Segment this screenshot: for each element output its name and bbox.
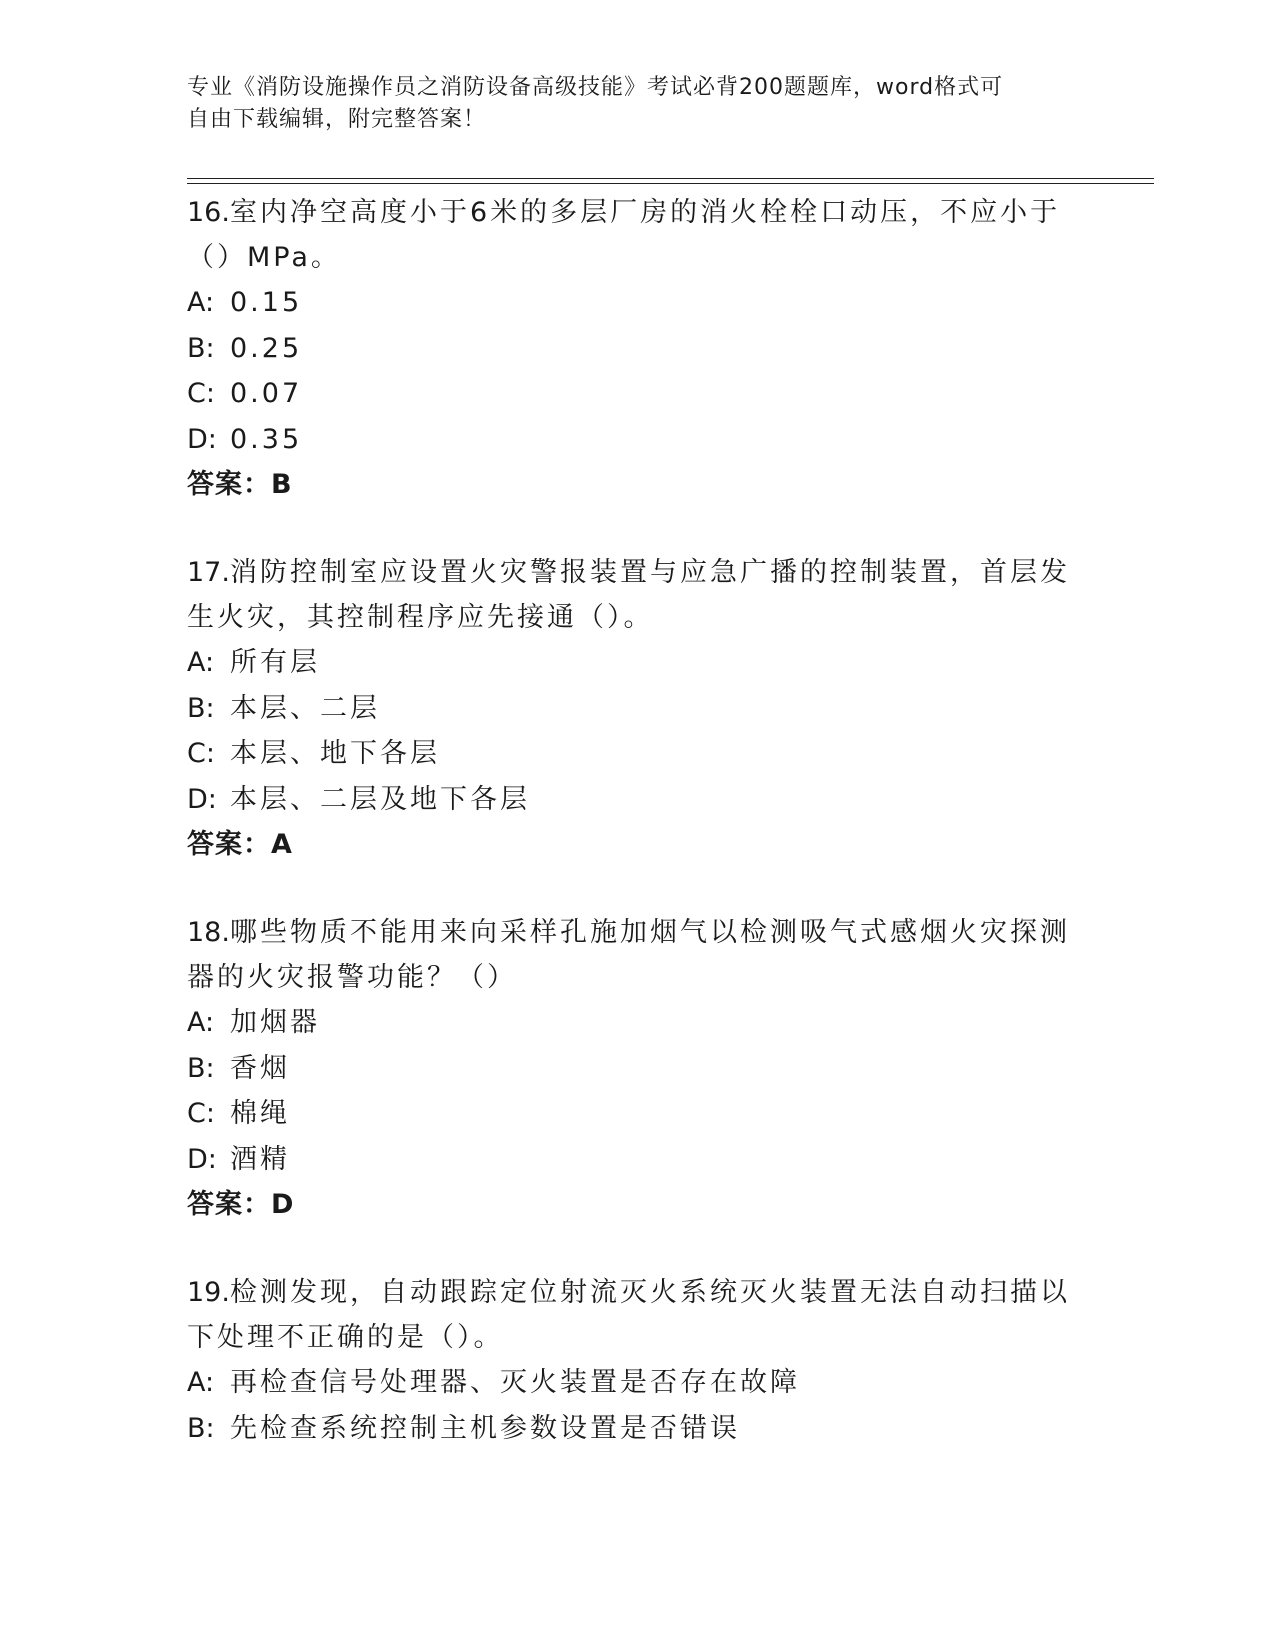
option-text: 0.15 bbox=[230, 287, 303, 318]
option-key: D: bbox=[187, 423, 217, 455]
option-text: 0.35 bbox=[230, 423, 303, 455]
option-text: 所有层 bbox=[230, 647, 320, 678]
question-16 bbox=[187, 190, 1087, 507]
option-text: 先检查系统控制主机参数设置是否错误 bbox=[230, 1412, 740, 1444]
option-key: C: bbox=[187, 1098, 215, 1129]
option-key: A: bbox=[187, 1007, 215, 1038]
question-text bbox=[187, 1270, 1087, 1360]
option-a bbox=[187, 1360, 1087, 1406]
option-a bbox=[187, 640, 1087, 686]
option-a bbox=[187, 1000, 1087, 1046]
option-key: D: bbox=[187, 783, 217, 815]
option-text: 本层、地下各层 bbox=[230, 738, 440, 769]
question-number: 16. bbox=[187, 197, 230, 228]
header-divider-top bbox=[187, 178, 1154, 179]
option-d bbox=[187, 777, 1087, 823]
option-text: 本层、二层及地下各层 bbox=[230, 783, 530, 815]
option-key: C: bbox=[187, 738, 215, 769]
option-text: 0.07 bbox=[230, 378, 303, 409]
question-list bbox=[187, 190, 1087, 1494]
option-key: C: bbox=[187, 378, 215, 409]
question-number: 19. bbox=[187, 1277, 230, 1308]
option-text: 酒精 bbox=[230, 1143, 290, 1175]
option-b bbox=[187, 1406, 1087, 1452]
option-text: 香烟 bbox=[230, 1052, 290, 1084]
option-d bbox=[187, 417, 1087, 463]
header-line-2: 自由下载编辑，附完整答案！ bbox=[187, 107, 487, 132]
option-text: 本层、二层 bbox=[230, 692, 380, 724]
question-stem: 检测发现，自动跟踪定位射流灭火系统灭火装置无法自动扫描以下处理不正确的是（）。 bbox=[187, 1277, 1070, 1353]
question-17 bbox=[187, 550, 1087, 867]
question-text bbox=[187, 910, 1087, 1000]
question-text bbox=[187, 190, 1087, 280]
option-key: D: bbox=[187, 1143, 217, 1175]
question-text bbox=[187, 550, 1087, 640]
question-19 bbox=[187, 1270, 1087, 1451]
header-divider-bottom bbox=[187, 183, 1154, 184]
option-key: A: bbox=[187, 287, 215, 318]
option-text: 再检查信号处理器、灭火装置是否存在故障 bbox=[230, 1367, 800, 1398]
answer-label: 答案：B bbox=[187, 469, 293, 500]
option-b bbox=[187, 326, 1087, 372]
option-b bbox=[187, 1046, 1087, 1092]
option-key: B: bbox=[187, 692, 215, 724]
option-text: 加烟器 bbox=[230, 1007, 320, 1038]
answer-label: 答案：A bbox=[187, 829, 293, 860]
question-number: 17. bbox=[187, 557, 230, 588]
option-c bbox=[187, 1091, 1087, 1137]
question-18 bbox=[187, 910, 1087, 1227]
option-c bbox=[187, 731, 1087, 777]
question-number: 18. bbox=[187, 917, 230, 948]
option-b bbox=[187, 686, 1087, 732]
option-key: B: bbox=[187, 332, 215, 364]
option-key: B: bbox=[187, 1412, 215, 1444]
question-stem: 哪些物质不能用来向采样孔施加烟气以检测吸气式感烟火灾探测器的火灾报警功能？（） bbox=[187, 917, 1070, 993]
option-d bbox=[187, 1137, 1087, 1183]
option-text: 0.25 bbox=[230, 332, 303, 364]
answer-label: 答案：D bbox=[187, 1189, 295, 1220]
header-line-1: 专业《消防设施操作员之消防设备高级技能》考试必背200题题库，word格式可 bbox=[187, 75, 1004, 100]
question-stem: 消防控制室应设置火灾警报装置与应急广播的控制装置，首层发生火灾，其控制程序应先接通（）。 bbox=[187, 557, 1070, 633]
option-key: A: bbox=[187, 1367, 215, 1398]
option-text: 棉绳 bbox=[230, 1098, 290, 1129]
document-header bbox=[187, 72, 1087, 136]
option-key: A: bbox=[187, 647, 215, 678]
option-a bbox=[187, 280, 1087, 326]
option-key: B: bbox=[187, 1052, 215, 1084]
question-stem: 室内净空高度小于6米的多层厂房的消火栓栓口动压，不应小于（）MPa。 bbox=[187, 197, 1061, 273]
option-c bbox=[187, 371, 1087, 417]
